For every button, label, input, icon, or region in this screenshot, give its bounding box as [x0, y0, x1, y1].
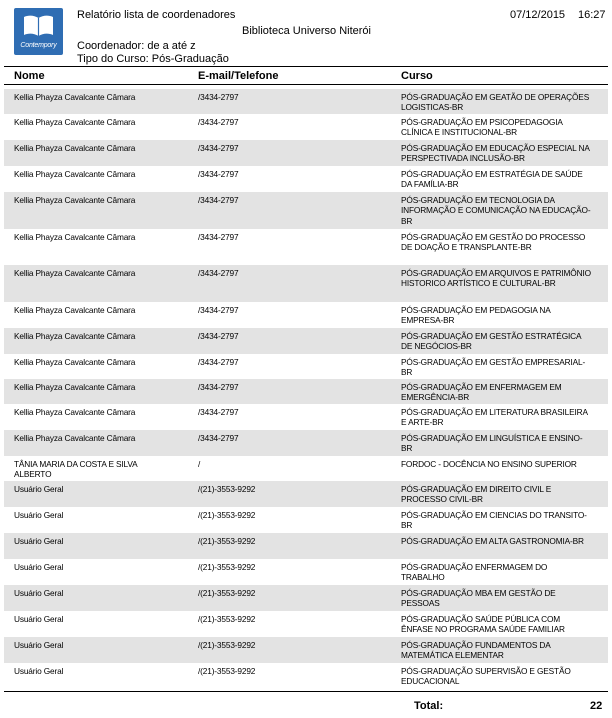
cell-contact: /(21)-3553-9292 — [198, 536, 256, 546]
column-name: Nome — [14, 70, 45, 82]
cell-name: Usuário Geral — [14, 614, 64, 624]
cell-contact: /3434-2797 — [198, 143, 239, 153]
cell-course: PÓS-GRADUAÇÃO EM ESTRATÉGIA DE SAÚDE DA FAMÍLIA-BR — [401, 169, 583, 190]
table-row — [4, 456, 608, 481]
cell-course: PÓS-GRADUAÇÃO EM ALTA GASTRONOMIA-BR — [401, 536, 584, 546]
cell-contact: /(21)-3553-9292 — [198, 484, 256, 494]
cell-course: PÓS-GRADUAÇÃO EM GEATÃO DE OPERAÇÕES LOGISTICAS-BR — [401, 92, 590, 113]
table-row — [4, 611, 608, 637]
cell-name: Kellia Phayza Cavalcante Câmara — [14, 433, 136, 443]
cell-name: Usuário Geral — [14, 484, 64, 494]
cell-contact: /3434-2797 — [198, 117, 239, 127]
cell-name: Usuário Geral — [14, 588, 64, 598]
table-row — [4, 379, 608, 404]
table-row — [4, 265, 608, 302]
cell-contact: /3434-2797 — [198, 92, 239, 102]
table-row — [4, 89, 608, 114]
cell-contact: / — [198, 459, 201, 469]
table-row — [4, 328, 608, 354]
cell-contact: /3434-2797 — [198, 169, 239, 179]
cell-course: PÓS-GRADUAÇÃO EM TECNOLOGIA DA INFORMAÇÃO E COMUNICAÇÃO NA EDUCAÇÃO-BR — [401, 195, 591, 226]
cell-course: PÓS-GRADUAÇÃO EM PSICOPEDAGOGIA CLÍNICA E INSTITUCIONAL-BR — [401, 117, 563, 138]
cell-course: PÓS-GRADUAÇÃO EM PEDAGOGIA NA EMPRESA-BR — [401, 305, 551, 326]
table-row — [4, 637, 608, 663]
table-row — [4, 114, 608, 140]
cell-contact: /3434-2797 — [198, 407, 239, 417]
cell-course: PÓS-GRADUAÇÃO SUPERVISÃO E GESTÃO EDUCACIONAL — [401, 666, 571, 687]
column-course: Curso — [401, 70, 433, 82]
report-time: 16:27 — [578, 9, 606, 21]
cell-name: TÂNIA MARIA DA COSTA E SILVA ALBERTO — [14, 459, 138, 480]
cell-name: Kellia Phayza Cavalcante Câmara — [14, 331, 136, 341]
table-row — [4, 140, 608, 166]
cell-name: Kellia Phayza Cavalcante Câmara — [14, 143, 136, 153]
library-name: Biblioteca Universo Niterói — [242, 25, 371, 37]
columns-divider — [4, 84, 608, 85]
cell-name: Usuário Geral — [14, 562, 64, 572]
table-row — [4, 507, 608, 533]
cell-name: Kellia Phayza Cavalcante Câmara — [14, 232, 136, 242]
cell-contact: /3434-2797 — [198, 382, 239, 392]
table-row — [4, 229, 608, 265]
cell-contact: /3434-2797 — [198, 232, 239, 242]
logo — [14, 8, 63, 55]
cell-contact: /(21)-3553-9292 — [198, 588, 256, 598]
cell-course: PÓS-GRADUAÇÃO EM GESTÃO EMPRESARIAL-BR — [401, 357, 586, 378]
table-row — [4, 533, 608, 559]
report-title: Relatório lista de coordenadores — [77, 9, 236, 21]
cell-name: Kellia Phayza Cavalcante Câmara — [14, 169, 136, 179]
table-row — [4, 302, 608, 328]
cell-contact: /3434-2797 — [198, 331, 239, 341]
cell-course: PÓS-GRADUAÇÃO ENFERMAGEM DO TRABALHO — [401, 562, 548, 583]
cell-course: PÓS-GRADUAÇÃO EM ENFERMAGEM EM EMERGÊNCIA-BR — [401, 382, 562, 403]
cell-course: PÓS-GRADUAÇÃO EM GESTÃO DO PROCESSO DE DOAÇÃO E TRANSPLANTE-BR — [401, 232, 586, 253]
cell-course: PÓS-GRADUAÇÃO EM LITERATURA BRASILEIRA E ARTE-BR — [401, 407, 588, 428]
cell-course: PÓS-GRADUAÇÃO SAÚDE PÚBLICA COM ÊNFASE NO PROGRAMA SAÚDE FAMILIAR — [401, 614, 565, 635]
cell-name: Usuário Geral — [14, 640, 64, 650]
cell-contact: /(21)-3553-9292 — [198, 510, 256, 520]
table-row — [4, 192, 608, 229]
cell-name: Kellia Phayza Cavalcante Câmara — [14, 357, 136, 367]
table-row — [4, 585, 608, 611]
footer-divider — [4, 691, 608, 692]
cell-name: Kellia Phayza Cavalcante Câmara — [14, 407, 136, 417]
column-contact: E-mail/Telefone — [198, 70, 279, 82]
cell-name: Kellia Phayza Cavalcante Câmara — [14, 382, 136, 392]
cell-contact: /3434-2797 — [198, 433, 239, 443]
cell-contact: /(21)-3553-9292 — [198, 614, 256, 624]
filter-coordinator: Coordenador: de a até z — [77, 40, 196, 52]
cell-name: Usuário Geral — [14, 510, 64, 520]
cell-contact: /3434-2797 — [198, 268, 239, 278]
table-row — [4, 354, 608, 379]
cell-course: PÓS-GRADUAÇÃO EM DIREITO CIVIL E PROCESSO CIVIL-BR — [401, 484, 552, 505]
table-row — [4, 166, 608, 192]
cell-course: PÓS-GRADUAÇÃO MBA EM GESTÃO DE PESSOAS — [401, 588, 556, 609]
book-icon — [22, 13, 55, 39]
table-row — [4, 404, 608, 430]
cell-contact: /3434-2797 — [198, 357, 239, 367]
cell-name: Kellia Phayza Cavalcante Câmara — [14, 268, 136, 278]
report-date: 07/12/2015 — [510, 9, 566, 21]
cell-name: Usuário Geral — [14, 536, 64, 546]
cell-name: Kellia Phayza Cavalcante Câmara — [14, 117, 136, 127]
filter-course-type: Tipo do Curso: Pós-Graduação — [77, 53, 229, 65]
total-label: Total: — [414, 700, 444, 712]
table-row — [4, 559, 608, 585]
cell-name: Usuário Geral — [14, 666, 64, 676]
table-row — [4, 663, 608, 688]
cell-course: PÓS-GRADUAÇÃO EM CIENCIAS DO TRANSITO-BR — [401, 510, 587, 531]
cell-name: Kellia Phayza Cavalcante Câmara — [14, 195, 136, 205]
column-headers — [0, 70, 612, 83]
cell-contact: /3434-2797 — [198, 305, 239, 315]
cell-course: PÓS-GRADUAÇÃO EM GESTÃO ESTRATÉGICA DE NEGÓCIOS-BR — [401, 331, 581, 352]
cell-contact: /(21)-3553-9292 — [198, 666, 256, 676]
coordinator-table — [4, 89, 608, 688]
total-value: 22 — [590, 700, 603, 712]
header-divider — [4, 66, 608, 67]
cell-contact: /3434-2797 — [198, 195, 239, 205]
table-row — [4, 430, 608, 456]
cell-contact: /(21)-3553-9292 — [198, 640, 256, 650]
cell-course: PÓS-GRADUAÇÃO EM ARQUIVOS E PATRIMÔNIO HISTORICO ARTÍSTICO E CULTURAL-BR — [401, 268, 591, 289]
table-row — [4, 481, 608, 507]
cell-name: Kellia Phayza Cavalcante Câmara — [14, 305, 136, 315]
cell-contact: /(21)-3553-9292 — [198, 562, 256, 572]
logo-text: Contempory — [20, 42, 57, 49]
cell-name: Kellia Phayza Cavalcante Câmara — [14, 92, 136, 102]
cell-course: FORDOC - DOCÊNCIA NO ENSINO SUPERIOR — [401, 459, 577, 469]
cell-course: PÓS-GRADUAÇÃO EM LINGUÍSTICA E ENSINO-BR — [401, 433, 583, 454]
cell-course: PÓS-GRADUAÇÃO EM EDUCAÇÃO ESPECIAL NA PERSPECTIVADA INCLUSÃO-BR — [401, 143, 590, 164]
cell-course: PÓS-GRADUAÇÃO FUNDAMENTOS DA MATEMÁTICA ELEMENTAR — [401, 640, 551, 661]
